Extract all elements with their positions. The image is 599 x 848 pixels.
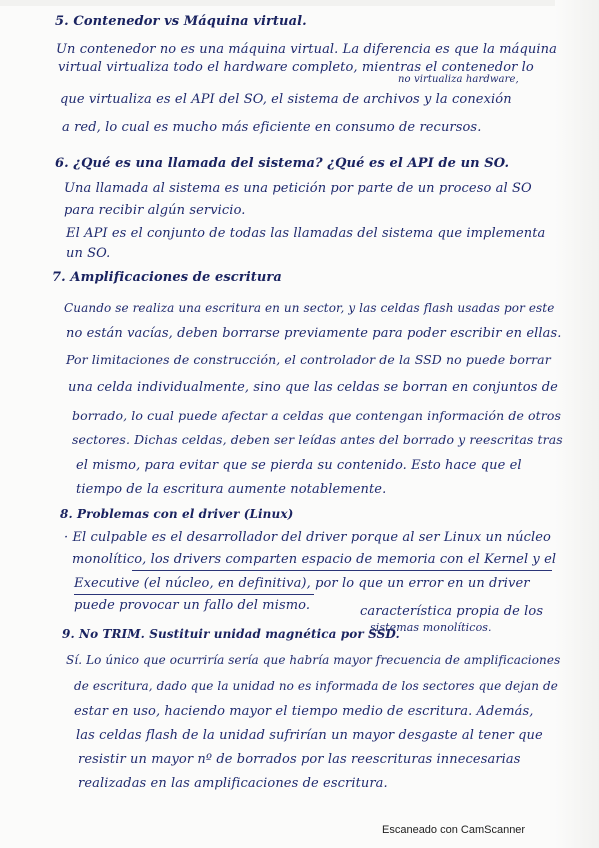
section-6-line-4: un SO. [66, 246, 111, 261]
scanner-watermark: Escaneado con CamScanner [382, 824, 526, 836]
section-7-line-5: borrado, lo cual puede afectar a celdas que contengan información de otros [72, 408, 561, 423]
scan-right-edge [555, 0, 599, 848]
section-7-line-3: Por limitaciones de construcción, el controlador de la SSD no puede borrar [66, 352, 551, 367]
section-7-heading: 7. Amplificaciones de escritura [52, 270, 282, 285]
section-9-line-6: realizadas en las amplificaciones de escritura. [78, 776, 388, 791]
section-7-line-4: una celda individualmente, sino que las celdas se borran en conjuntos de [68, 380, 558, 395]
section-5-heading: 5. Contenedor vs Máquina virtual. [55, 14, 307, 29]
section-9-line-3: estar en uso, haciendo mayor el tiempo medio de escritura. Además, [74, 704, 534, 719]
section-5-line-4: a red, lo cual es mucho más eficiente en consumo de recursos. [62, 120, 482, 135]
section-5-insertion: no virtualiza hardware, [398, 74, 519, 85]
section-8-line-1: · El culpable es el desarrollador del driver porque al ser Linux un núcleo [64, 530, 551, 545]
section-7-line-7: el mismo, para evitar que se pierda su contenido. Esto hace que el [76, 458, 522, 473]
underline-mark [74, 594, 314, 595]
section-9-heading: 9. No TRIM. Sustituir unidad magnética por SSD. [62, 627, 400, 641]
section-9-line-4: las celdas flash de la unidad sufrirían un mayor desgaste al tener que [76, 728, 543, 743]
section-5-line-1: Un contenedor no es una máquina virtual. La diferencia es que la máquina [56, 42, 557, 57]
section-7-line-6: sectores. Dichas celdas, deben ser leídas antes del borrado y reescritas tras [72, 432, 563, 447]
section-5-line-2: virtual virtualiza todo el hardware completo, mientras el contenedor lo [58, 60, 534, 75]
section-6-line-2: para recibir algún servicio. [64, 203, 246, 218]
section-9-line-2: de escritura, dado que la unidad no es informada de los sectores que dejan de [74, 679, 559, 693]
section-8-note-2: sistemas monolíticos. [370, 621, 492, 634]
section-8-line-2: monolítico, los drivers comparten espacio de memoria con el Kernel y el [72, 552, 557, 567]
section-7-line-1: Cuando se realiza una escritura en un sector, y las celdas flash usadas por este [64, 301, 555, 315]
underline-mark [132, 570, 552, 571]
section-5-line-3: que virtualiza es el API del SO, el sistema de archivos y la conexión [60, 92, 512, 107]
section-8-heading: 8. Problemas con el driver (Linux) [60, 507, 294, 521]
scan-top-edge [0, 0, 599, 6]
section-9-line-5: resistir un mayor nº de borrados por las reescrituras innecesarias [78, 752, 521, 767]
section-9-line-1: Sí. Lo único que ocurriría sería que habría mayor frecuencia de amplificaciones [66, 653, 561, 667]
section-7-line-2: no están vacías, deben borrarse previamente para poder escribir en ellas. [66, 326, 562, 341]
section-6-line-1: Una llamada al sistema es una petición por parte de un proceso al SO [64, 181, 532, 196]
section-8-note-1: característica propia de los [360, 604, 544, 619]
section-6-heading: 6. ¿Qué es una llamada del sistema? ¿Qué es el API de un SO. [55, 156, 510, 171]
section-8-line-3: Executive (el núcleo, en definitiva), por lo que un error en un driver [74, 576, 530, 591]
section-8-line-4: puede provocar un fallo del mismo. [74, 598, 311, 613]
section-7-line-8: tiempo de la escritura aumente notablemente. [76, 482, 387, 497]
section-6-line-3: El API es el conjunto de todas las llamadas del sistema que implementa [66, 226, 546, 241]
